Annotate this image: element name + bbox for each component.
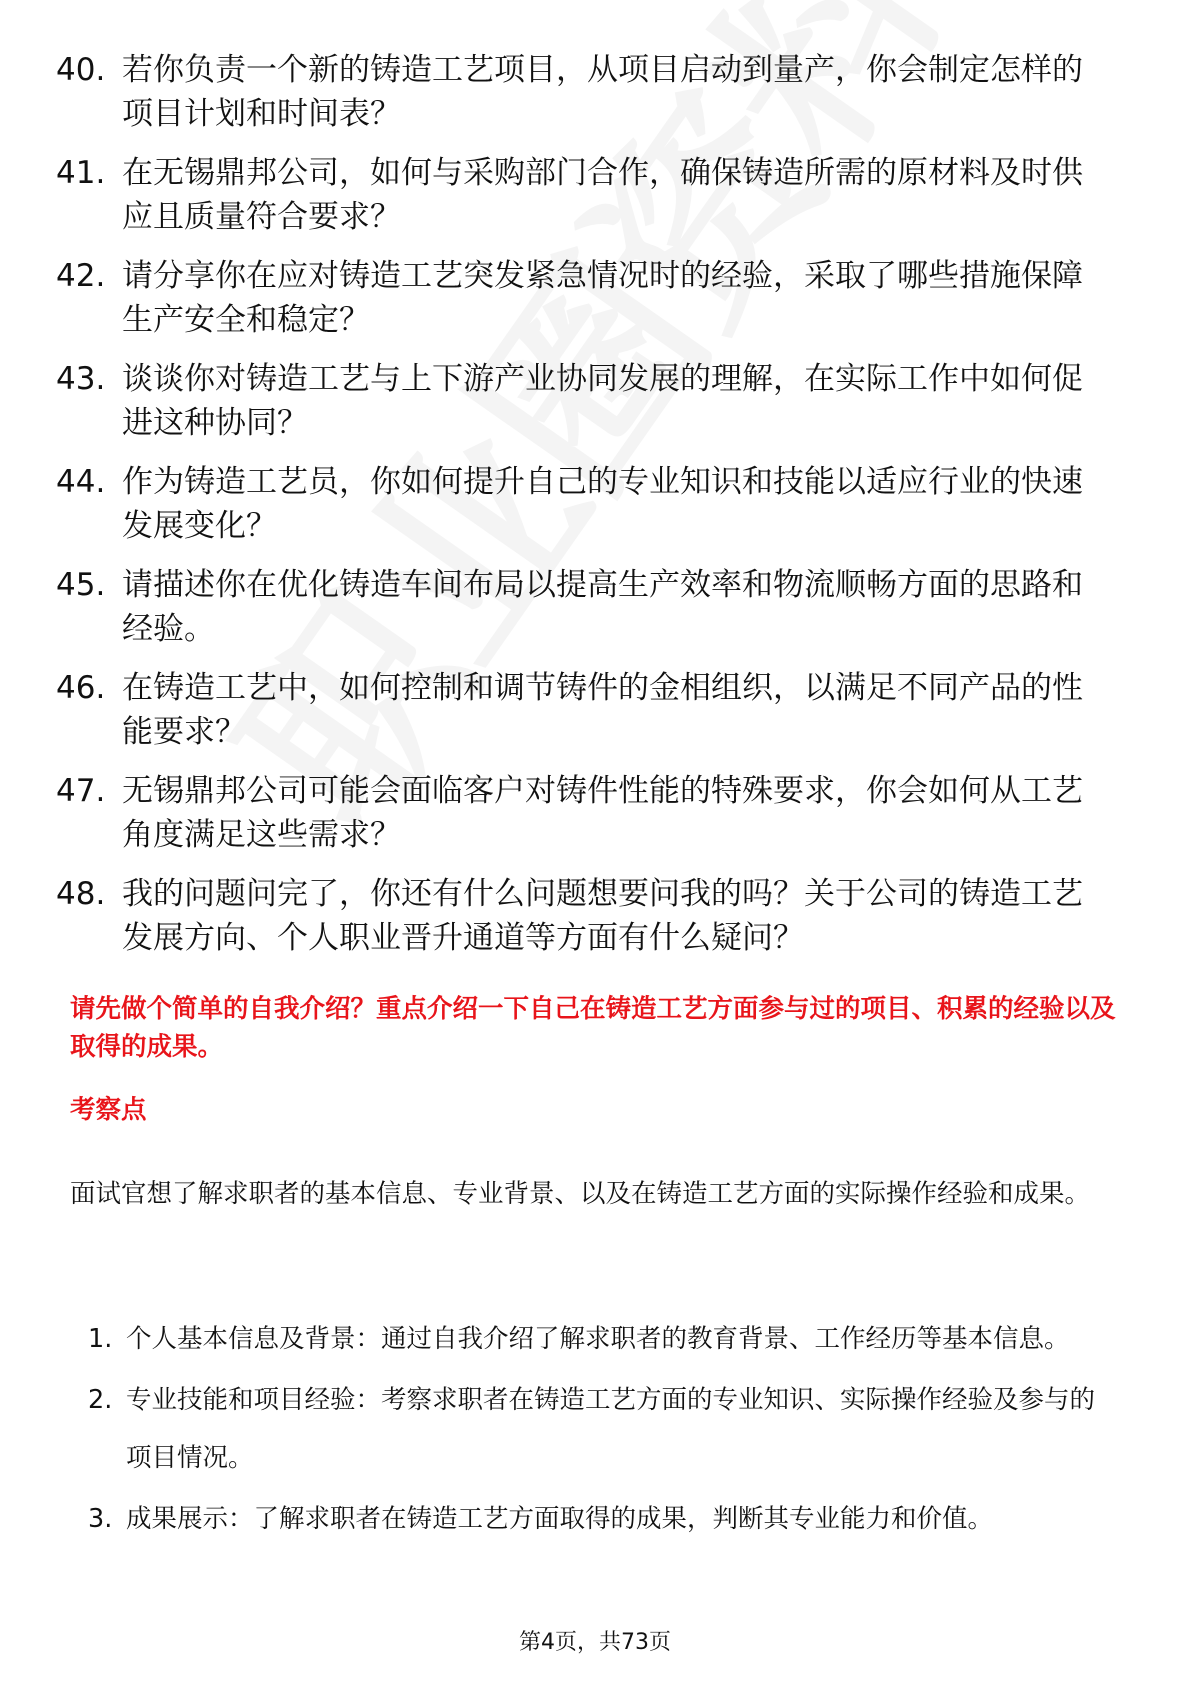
question-number: 41. bbox=[56, 155, 106, 191]
question-text: 在铸造工艺中，如何控制和调节铸件的金相组织，以满足不同产品的性能要求？ bbox=[122, 670, 1083, 750]
list-item bbox=[56, 769, 1116, 857]
section-question: 请先做个简单的自我介绍？重点介绍一下自己在铸造工艺方面参与过的项目、积累的经验以及取得的成果。 bbox=[70, 994, 1116, 1062]
question-text: 我的问题问完了，你还有什么问题想要问我的吗？关于公司的铸造工艺发展方向、个人职业晋升通道等方面有什么疑问？ bbox=[122, 876, 1083, 956]
assessment-points bbox=[88, 1310, 1118, 1551]
question-number: 47. bbox=[56, 773, 106, 809]
question-number: 43. bbox=[56, 361, 106, 397]
question-number: 40. bbox=[56, 52, 106, 88]
page-footer: 第4页，共73页 bbox=[519, 1630, 671, 1655]
list-item bbox=[56, 666, 1116, 754]
question-number: 44. bbox=[56, 464, 106, 500]
list-item bbox=[56, 460, 1116, 548]
question-text: 作为铸造工艺员，你如何提升自己的专业知识和技能以适应行业的快速发展变化？ bbox=[122, 464, 1083, 544]
list-item bbox=[88, 1371, 1118, 1487]
list-item bbox=[88, 1490, 1118, 1548]
section-paragraph: 面试官想了解求职者的基本信息、专业背景、以及在铸造工艺方面的实际操作经验和成果。 bbox=[70, 1179, 1091, 1209]
question-number: 48. bbox=[56, 876, 106, 912]
question-text: 请描述你在优化铸造车间布局以提高生产效率和物流顺畅方面的思路和经验。 bbox=[122, 567, 1083, 647]
point-number: 3. bbox=[88, 1504, 113, 1534]
question-text: 无锡鼎邦公司可能会面临客户对铸件性能的特殊要求，你会如何从工艺角度满足这些需求？ bbox=[122, 773, 1083, 853]
question-number: 42. bbox=[56, 258, 106, 294]
list-item bbox=[56, 872, 1116, 960]
list-item bbox=[56, 357, 1116, 445]
list-item bbox=[56, 254, 1116, 342]
question-text: 谈谈你对铸造工艺与上下游产业协同发展的理解，在实际工作中如何促进这种协同？ bbox=[122, 361, 1083, 441]
question-text: 若你负责一个新的铸造工艺项目，从项目启动到量产，你会制定怎样的项目计划和时间表？ bbox=[122, 52, 1083, 132]
list-item bbox=[56, 48, 1116, 136]
section-heading: 考察点 bbox=[70, 1095, 147, 1125]
point-text: 成果展示：了解求职者在铸造工艺方面取得的成果，判断其专业能力和价值。 bbox=[126, 1504, 994, 1534]
question-number: 46. bbox=[56, 670, 106, 706]
point-number: 2. bbox=[88, 1385, 113, 1415]
point-number: 1. bbox=[88, 1324, 113, 1354]
list-item bbox=[88, 1310, 1118, 1368]
list-item bbox=[56, 563, 1116, 651]
question-text: 在无锡鼎邦公司，如何与采购部门合作，确保铸造所需的原材料及时供应且质量符合要求？ bbox=[122, 155, 1083, 235]
question-list bbox=[56, 48, 1116, 975]
point-text: 个人基本信息及背景：通过自我介绍了解求职者的教育背景、工作经历等基本信息。 bbox=[126, 1324, 1070, 1354]
list-item bbox=[56, 151, 1116, 239]
question-text: 请分享你在应对铸造工艺突发紧急情况时的经验，采取了哪些措施保障生产安全和稳定？ bbox=[122, 258, 1083, 338]
question-number: 45. bbox=[56, 567, 106, 603]
point-text: 专业技能和项目经验：考察求职者在铸造工艺方面的专业知识、实际操作经验及参与的项目情况。 bbox=[126, 1385, 1096, 1473]
